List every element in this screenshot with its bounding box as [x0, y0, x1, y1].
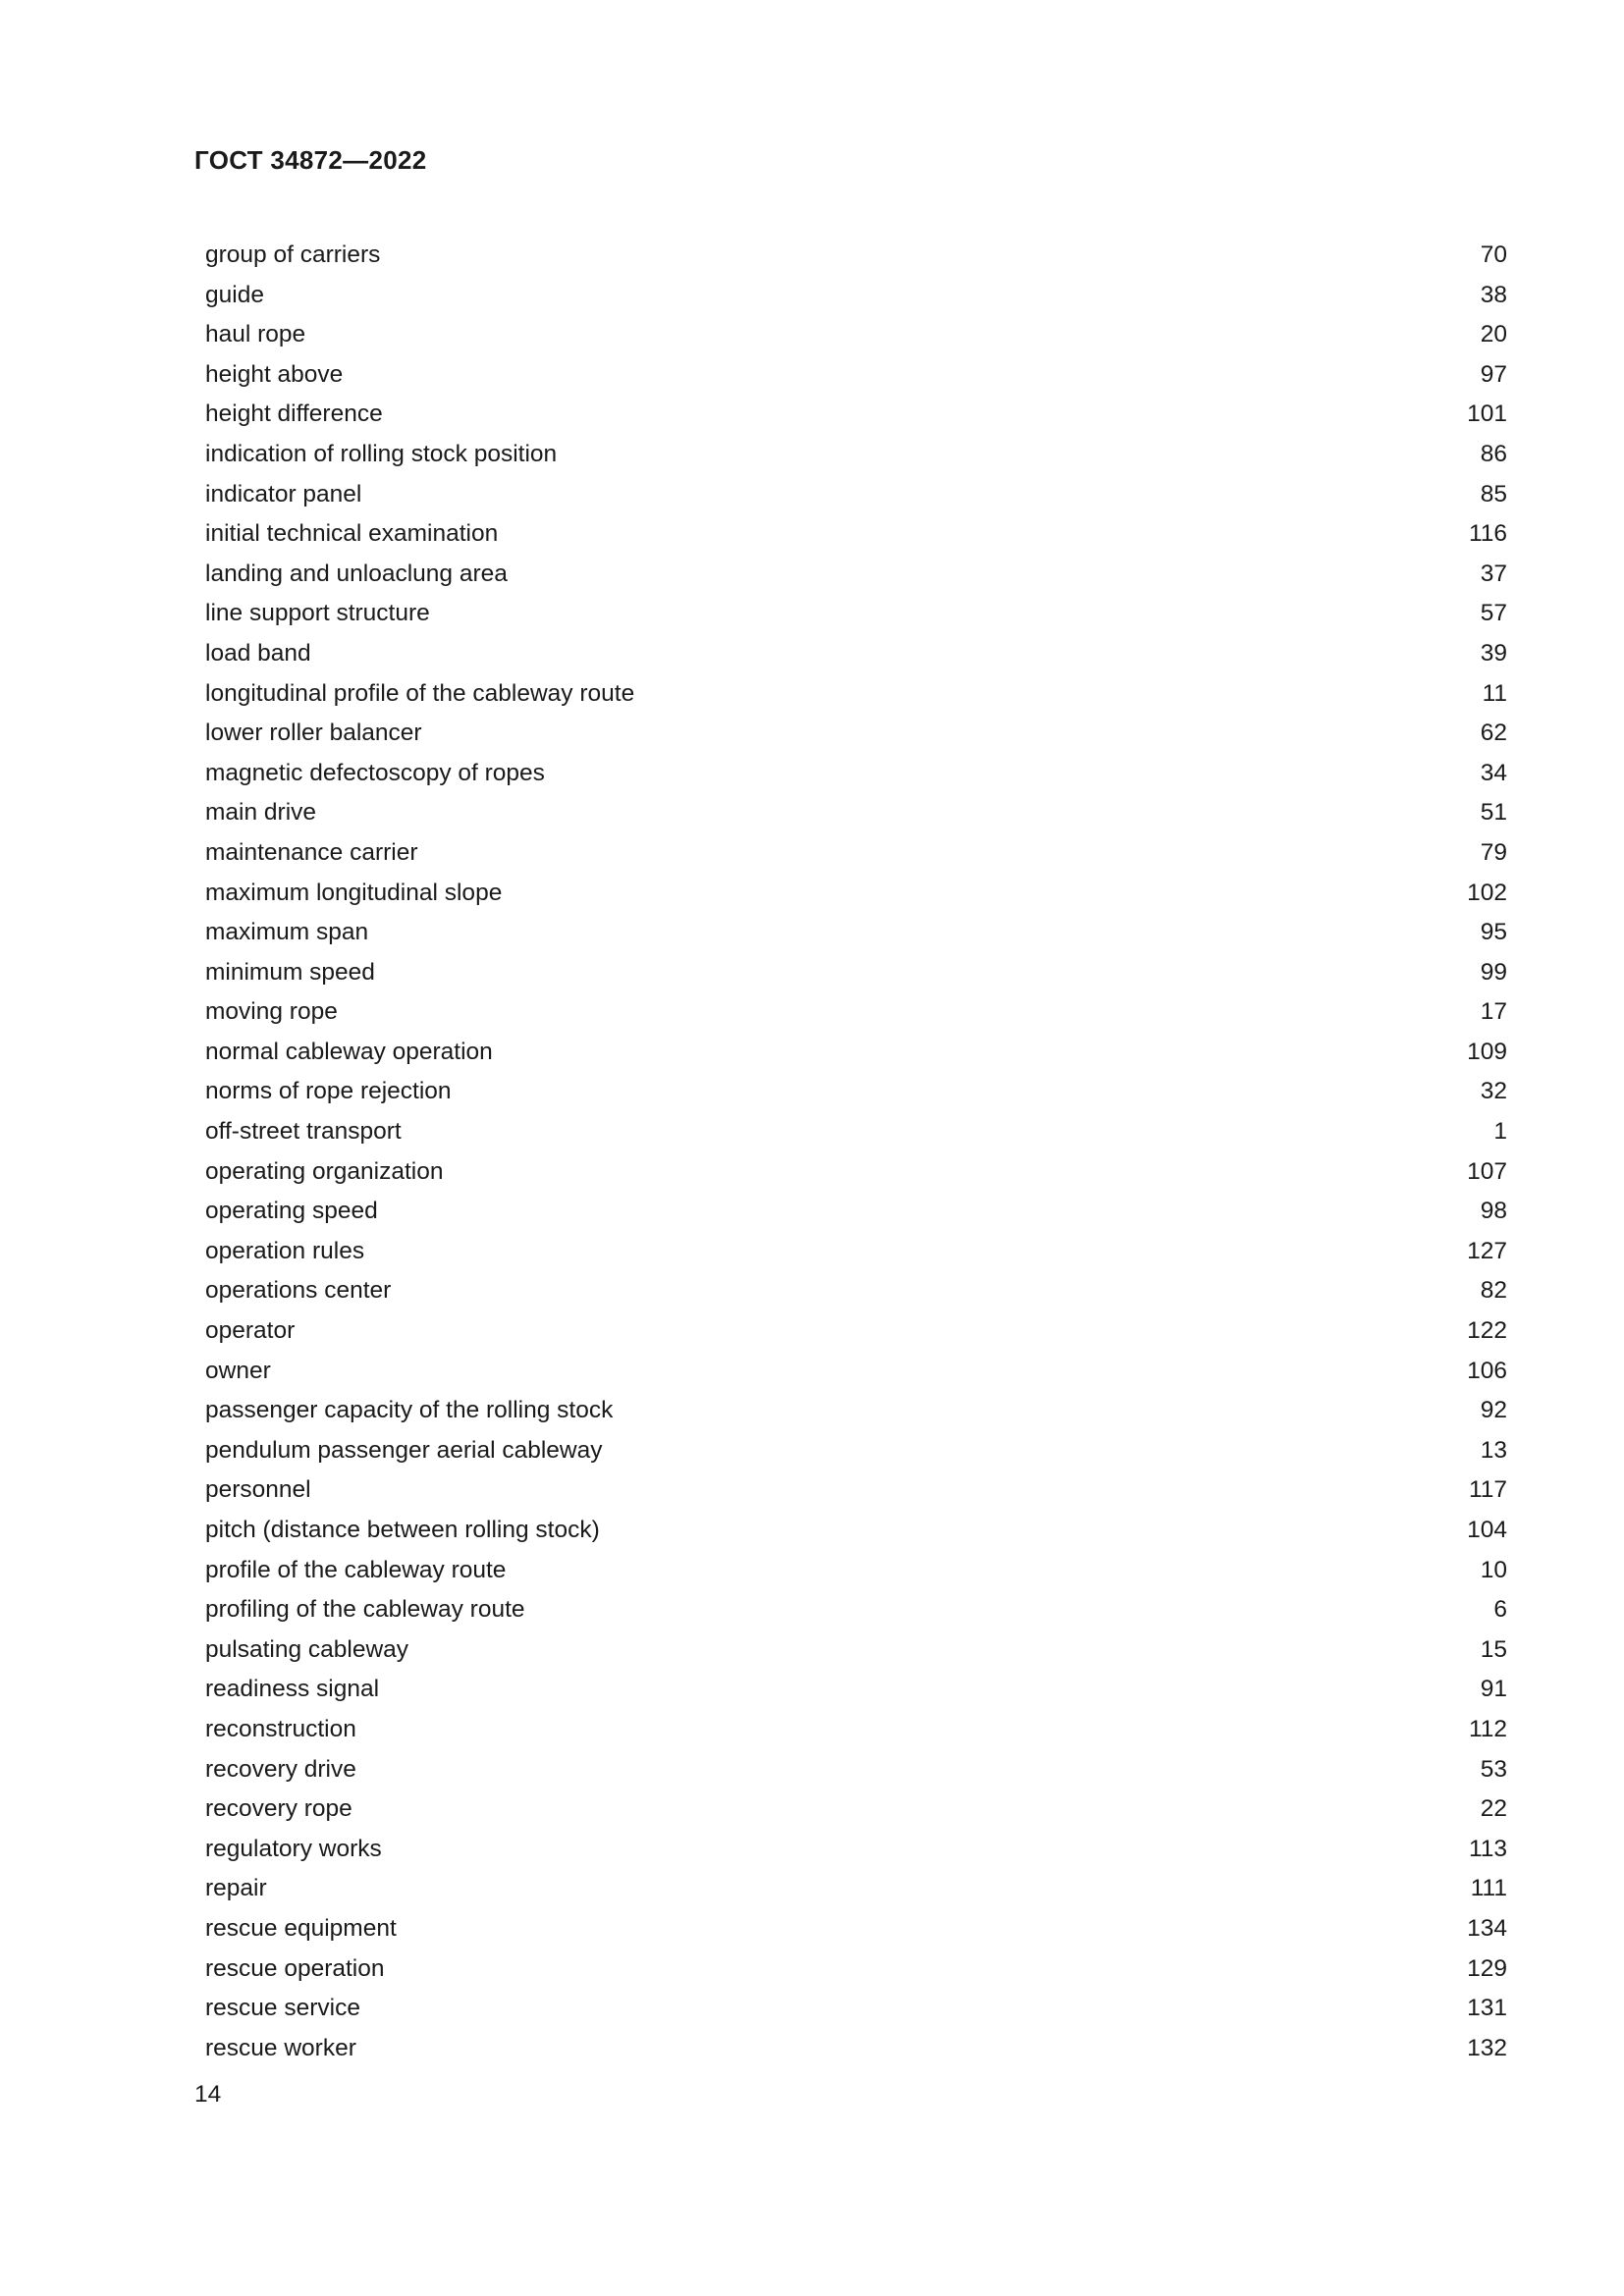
- index-term: normal cableway operation: [205, 1038, 493, 1065]
- index-term-number: 79: [1480, 838, 1507, 866]
- index-entry: [205, 315, 1507, 355]
- index-entry: [205, 1750, 1507, 1790]
- index-term: group of carriers: [205, 241, 381, 268]
- index-entry: [205, 674, 1507, 715]
- index-term-number: 111: [1470, 1875, 1507, 1902]
- index-entry: [205, 236, 1507, 276]
- index-term-number: 17: [1480, 998, 1507, 1026]
- index-term-number: 117: [1468, 1476, 1507, 1504]
- index-term: lower roller balancer: [205, 720, 422, 747]
- index-entry: [205, 714, 1507, 754]
- index-term-number: 92: [1480, 1397, 1507, 1424]
- index-term: regulatory works: [205, 1835, 382, 1862]
- index-term-number: 32: [1480, 1078, 1507, 1105]
- index-term-number: 70: [1480, 241, 1507, 268]
- index-term: rescue worker: [205, 2034, 356, 2061]
- index-term-number: 102: [1467, 879, 1507, 906]
- index-term: operator: [205, 1317, 296, 1345]
- index-term: operation rules: [205, 1237, 365, 1264]
- index-entry: [205, 1391, 1507, 1431]
- index-term-number: 15: [1480, 1635, 1507, 1663]
- index-term: repair: [205, 1875, 267, 1902]
- index-term: norms of rope rejection: [205, 1078, 452, 1105]
- index-term: indication of rolling stock position: [205, 440, 558, 467]
- index-term-number: 37: [1480, 560, 1507, 587]
- index-entry: [205, 992, 1507, 1033]
- index-term-number: 95: [1480, 919, 1507, 946]
- document-header: ГОСТ 34872—2022: [194, 145, 427, 175]
- index-entry: [205, 1271, 1507, 1311]
- index-entry: [205, 355, 1507, 396]
- index-term: height above: [205, 360, 344, 388]
- index-term: maintenance carrier: [205, 838, 418, 866]
- index-entry: [205, 1511, 1507, 1551]
- index-term: pendulum passenger aerial cableway: [205, 1436, 603, 1464]
- index-entry: [205, 1789, 1507, 1830]
- index-entry: [205, 1630, 1507, 1671]
- index-entry: [205, 1949, 1507, 1990]
- index-term: load band: [205, 639, 311, 667]
- index-term: guide: [205, 281, 264, 308]
- index-term: longitudinal profile of the cableway route: [205, 679, 635, 707]
- index-term-number: 1: [1493, 1118, 1507, 1146]
- index-term: main drive: [205, 799, 317, 827]
- index-term-number: 122: [1467, 1317, 1507, 1345]
- index-term-number: 38: [1480, 281, 1507, 308]
- page-number: 14: [194, 2081, 222, 2108]
- index-term-number: 57: [1480, 600, 1507, 627]
- index-term: maximum span: [205, 919, 369, 946]
- index-term: off-street transport: [205, 1118, 402, 1146]
- index-term-number: 109: [1467, 1038, 1507, 1065]
- index-entry: [205, 1470, 1507, 1511]
- index-entry: [205, 1152, 1507, 1193]
- index-term: readiness signal: [205, 1676, 380, 1703]
- index-term-number: 39: [1480, 639, 1507, 667]
- index-term: minimum speed: [205, 958, 375, 986]
- index-term: recovery rope: [205, 1795, 352, 1823]
- index-term-number: 53: [1480, 1755, 1507, 1783]
- index-entry: [205, 276, 1507, 316]
- index-term-number: 106: [1467, 1357, 1507, 1384]
- index-entry: [205, 754, 1507, 794]
- term-index-list: [205, 236, 1507, 2068]
- index-term-number: 132: [1467, 2034, 1507, 2061]
- index-term: maximum longitudinal slope: [205, 879, 503, 906]
- index-term: operating speed: [205, 1198, 378, 1225]
- index-entry: [205, 833, 1507, 874]
- index-term-number: 134: [1467, 1914, 1507, 1942]
- index-term-number: 107: [1467, 1157, 1507, 1185]
- index-term: pitch (distance between rolling stock): [205, 1517, 600, 1543]
- index-term: operations center: [205, 1277, 392, 1305]
- index-entry: [205, 1072, 1507, 1112]
- index-term-number: 113: [1468, 1835, 1507, 1862]
- index-entry: [205, 1670, 1507, 1710]
- index-term-number: 116: [1468, 520, 1507, 548]
- index-term-number: 104: [1467, 1517, 1507, 1543]
- index-term-number: 11: [1482, 679, 1507, 707]
- index-entry: [205, 793, 1507, 833]
- index-term-number: 85: [1480, 480, 1507, 507]
- index-term: indicator panel: [205, 480, 362, 507]
- index-term: haul rope: [205, 321, 306, 348]
- index-term: owner: [205, 1357, 271, 1384]
- index-term-number: 86: [1480, 440, 1507, 467]
- index-term-number: 22: [1480, 1795, 1507, 1823]
- index-term: profiling of the cableway route: [205, 1596, 525, 1624]
- index-term: magnetic defectoscopy of ropes: [205, 759, 545, 786]
- index-term-number: 82: [1480, 1277, 1507, 1305]
- index-term: rescue service: [205, 1995, 360, 2022]
- index-term: rescue operation: [205, 1954, 385, 1982]
- index-entry: [205, 1352, 1507, 1392]
- index-entry: [205, 1033, 1507, 1073]
- index-entry: [205, 1311, 1507, 1352]
- index-entry: [205, 594, 1507, 634]
- index-entry: [205, 1232, 1507, 1272]
- index-term-number: 112: [1468, 1715, 1507, 1742]
- index-entry: [205, 1830, 1507, 1870]
- index-entry: [205, 1989, 1507, 2029]
- index-term-number: 62: [1480, 720, 1507, 747]
- index-term: pulsating cableway: [205, 1635, 409, 1663]
- index-term: rescue equipment: [205, 1914, 397, 1942]
- index-entry: [205, 913, 1507, 953]
- index-term-number: 97: [1480, 360, 1507, 388]
- index-entry: [205, 435, 1507, 475]
- index-term-number: 20: [1480, 321, 1507, 348]
- index-term: operating organization: [205, 1157, 444, 1185]
- index-term-number: 34: [1480, 759, 1507, 786]
- index-term-number: 127: [1467, 1237, 1507, 1264]
- index-entry: [205, 395, 1507, 435]
- index-term: height difference: [205, 400, 383, 428]
- index-entry: [205, 1909, 1507, 1949]
- index-term-number: 98: [1480, 1198, 1507, 1225]
- index-term: landing and unloaclung area: [205, 560, 508, 587]
- index-entry: [205, 1192, 1507, 1232]
- index-term: recovery drive: [205, 1755, 356, 1783]
- index-term: personnel: [205, 1476, 311, 1504]
- index-term: profile of the cableway route: [205, 1556, 507, 1583]
- index-term-number: 13: [1480, 1436, 1507, 1464]
- index-entry: [205, 953, 1507, 993]
- index-term-number: 129: [1467, 1954, 1507, 1982]
- index-term-number: 6: [1493, 1596, 1507, 1624]
- index-term-number: 51: [1480, 799, 1507, 827]
- index-entry: [205, 1590, 1507, 1630]
- index-term: reconstruction: [205, 1715, 356, 1742]
- index-term: initial technical examination: [205, 520, 499, 548]
- index-term-number: 101: [1467, 400, 1507, 428]
- index-entry: [205, 475, 1507, 515]
- index-entry: [205, 1551, 1507, 1591]
- index-entry: [205, 874, 1507, 914]
- index-entry: [205, 2029, 1507, 2069]
- index-entry: [205, 514, 1507, 555]
- index-term: moving rope: [205, 998, 338, 1026]
- index-entry: [205, 1431, 1507, 1471]
- index-term-number: 99: [1480, 958, 1507, 986]
- index-entry: [205, 1710, 1507, 1750]
- index-term-number: 91: [1480, 1676, 1507, 1703]
- index-entry: [205, 634, 1507, 674]
- index-term-number: 10: [1480, 1556, 1507, 1583]
- index-entry: [205, 555, 1507, 595]
- index-entry: [205, 1112, 1507, 1152]
- index-term: passenger capacity of the rolling stock: [205, 1397, 614, 1424]
- index-entry: [205, 1869, 1507, 1909]
- index-term-number: 131: [1467, 1995, 1507, 2022]
- index-term: line support structure: [205, 600, 430, 627]
